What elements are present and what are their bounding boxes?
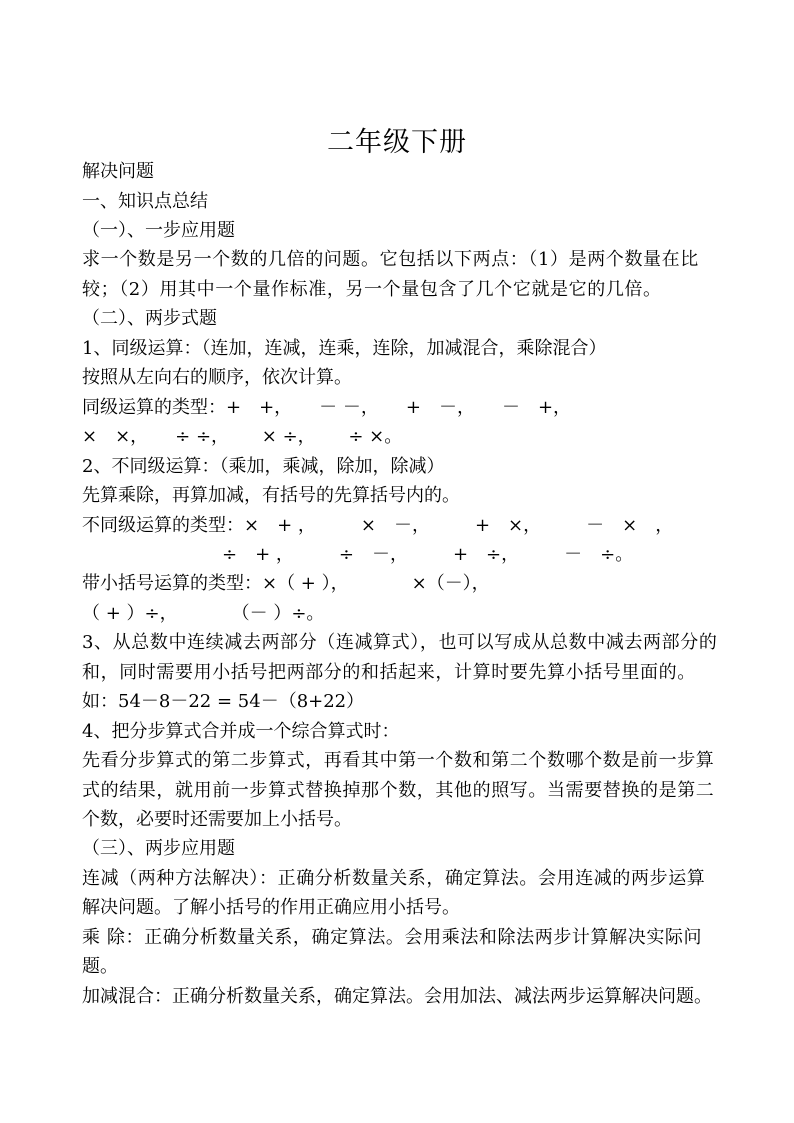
item-3-line: 和，同时需要用小括号把两部分的和括起来，计算时要先算小括号里面的。 [82,662,696,683]
item-2-title: 2、不同级运算：（乘加，乘减，除加，除减） [82,456,445,477]
item-2-paren-types: 带小括号运算的类型：×（ + ）， ×（－）， [82,573,490,594]
item-1-title: 1、同级运算：（连加，连减，连乘，连除，加减混合，乘除混合） [82,338,607,359]
paragraph-line: 连减（两种方法解决）：正确分析数量关系，确定算法。会用连减的两步运算 [82,868,706,889]
paragraph-line: 较；（2）用其中一个量作标准，另一个量包含了几个它就是它的几倍。 [82,279,662,300]
item-1-types: × ×， ÷ ÷， × ÷， ÷ ×。 [82,426,403,447]
item-4-line: 式的结果，就用前一步算式替换掉那个数，其他的照写。当需要替换的是第二 [82,780,715,801]
section-heading: 解决问题 [82,161,154,182]
item-4-line: 个数，必要时还需要加上小括号。 [82,809,352,830]
item-4-title: 4、把分步算式合并成一个综合算式时： [82,721,400,742]
subheading-two-step: （二）、两步式题 [82,308,217,329]
item-4-line: 先看分步算式的第二步算式，再看其中第一个数和第二个数哪个数是前一步算 [82,750,715,771]
paragraph-line: 解决问题。了解小括号的作用正确应用小括号。 [82,897,460,918]
item-2-types: ÷ + ， ÷ －， + ÷， － ÷。 [222,544,634,565]
item-2-types: 不同级运算的类型：× + ， × －， + ×， － × ， [82,515,674,536]
page-title: 二年级下册 [327,127,467,158]
item-2-paren-types: （ + ）÷， （－ ）÷。 [82,603,325,624]
heading-knowledge-summary: 一、知识点总结 [82,191,208,212]
subheading-one-step: （一）、一步应用题 [82,220,235,241]
paragraph-line: 求一个数是另一个数的几倍的问题。它包括以下两点：（1）是两个数量在比 [82,249,699,270]
item-3-example: 如：54－8－22 = 54－（8+22） [82,691,365,712]
item-2-rule: 先算乘除，再算加减，有括号的先算括号内的。 [82,485,460,506]
paragraph-line: 加减混合：正确分析数量关系，确定算法。会用加法、减法两步运算解决问题。 [82,986,712,1007]
paragraph-line: 乘 除：正确分析数量关系，确定算法。会用乘法和除法两步计算解决实际问 [82,927,703,948]
item-1-types: 同级运算的类型：+ +， － －， + －， － +， [82,397,572,418]
item-1-rule: 按照从左向右的顺序，依次计算。 [82,367,352,388]
subheading-two-step-application: （三）、两步应用题 [82,838,235,859]
item-3-line: 3、从总数中连续减去两部分（连减算式），也可以写成从总数中减去两部分的 [82,632,718,653]
paragraph-line: 题。 [82,956,118,977]
